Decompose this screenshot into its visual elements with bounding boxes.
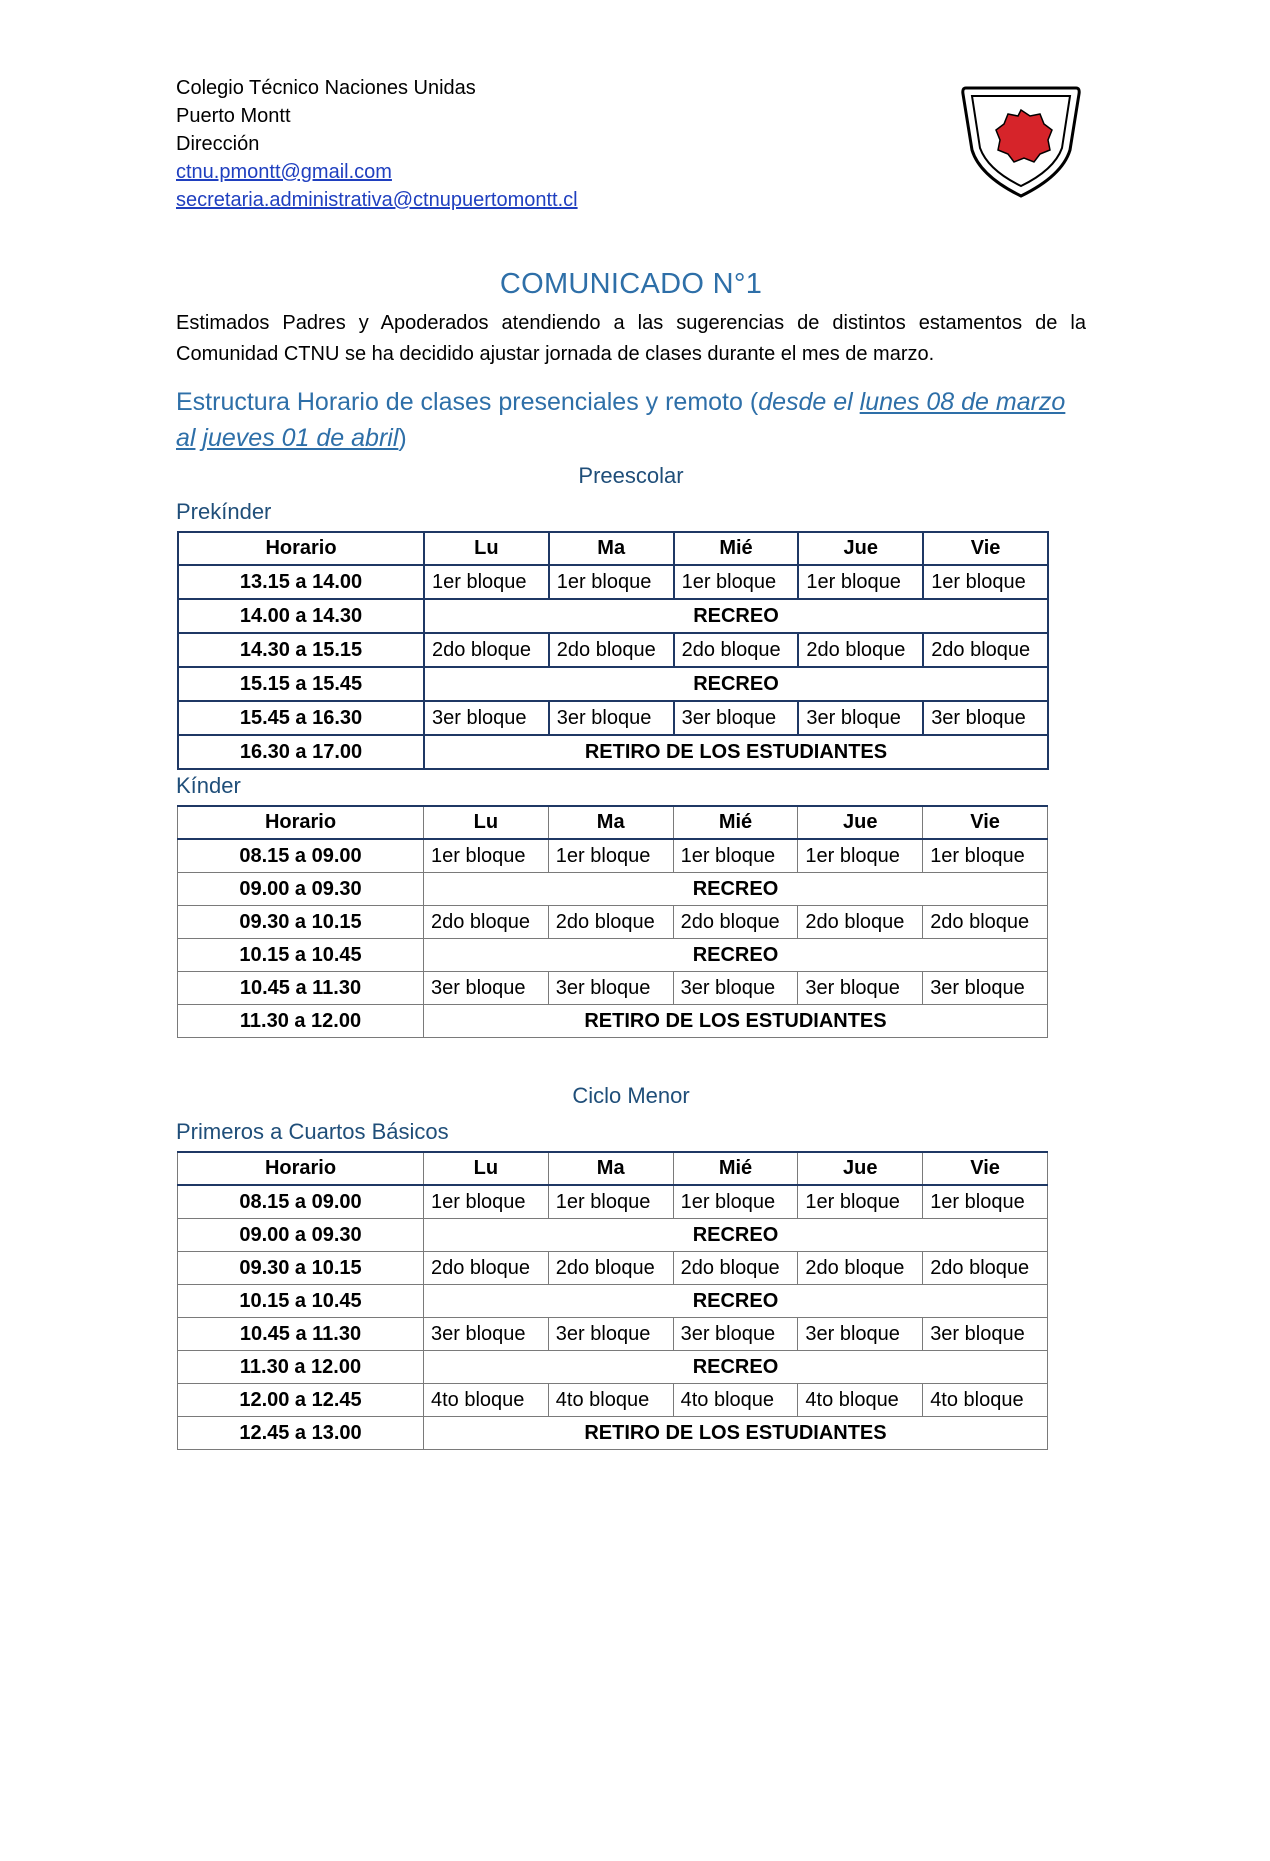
- table-row: [178, 1351, 1048, 1384]
- block-cell: 4to bloque: [424, 1384, 549, 1417]
- table-header-row: [178, 806, 1048, 839]
- schedule-heading-date-start: lunes 08 de marzo al: [176, 388, 1066, 452]
- column-header: Mié: [674, 532, 799, 565]
- schedule-heading-italic: desde el: [758, 388, 860, 416]
- section-title-preescolar: Preescolar: [578, 463, 684, 488]
- span-cell: RECREO: [424, 939, 1048, 972]
- time-slot: 15.15 a 15.45: [178, 667, 424, 701]
- block-cell: 3er bloque: [548, 1318, 673, 1351]
- block-cell: 1er bloque: [923, 839, 1048, 873]
- span-cell: RETIRO DE LOS ESTUDIANTES: [424, 1417, 1048, 1450]
- column-header: Lu: [424, 1152, 549, 1185]
- table-row: [178, 1384, 1048, 1417]
- table-row: [178, 1185, 1048, 1219]
- block-cell: 1er bloque: [548, 1185, 673, 1219]
- table-header-row: [178, 532, 1048, 565]
- block-cell: 1er bloque: [673, 839, 798, 873]
- block-cell: 2do bloque: [424, 1252, 549, 1285]
- column-header: Lu: [424, 806, 549, 839]
- table-header-row: [178, 1152, 1048, 1185]
- table-row: [178, 565, 1048, 599]
- table-row: [178, 667, 1048, 701]
- block-cell: 3er bloque: [923, 701, 1048, 735]
- block-cell: 1er bloque: [549, 565, 674, 599]
- table-row: [178, 839, 1048, 873]
- time-slot: 14.30 a 15.15: [178, 633, 424, 667]
- block-cell: 1er bloque: [424, 565, 549, 599]
- block-cell: 1er bloque: [673, 1185, 798, 1219]
- column-header: Ma: [548, 1152, 673, 1185]
- block-cell: 3er bloque: [798, 972, 923, 1005]
- column-header: Jue: [798, 1152, 923, 1185]
- block-cell: 2do bloque: [923, 1252, 1048, 1285]
- time-slot: 10.45 a 11.30: [178, 1318, 424, 1351]
- time-slot: 09.30 a 10.15: [178, 906, 424, 939]
- block-cell: 3er bloque: [798, 1318, 923, 1351]
- column-header: Vie: [923, 1152, 1048, 1185]
- column-header: Ma: [549, 532, 674, 565]
- block-cell: 1er bloque: [798, 839, 923, 873]
- email-link-gmail[interactable]: ctnu.pmontt@gmail.com: [176, 161, 392, 183]
- letterhead: [176, 74, 578, 214]
- section-title-ciclo-menor: Ciclo Menor: [572, 1083, 690, 1108]
- level-title-prekinder: Prekínder: [176, 499, 272, 524]
- time-slot: 10.45 a 11.30: [178, 972, 424, 1005]
- level-title-kinder: Kínder: [176, 773, 241, 798]
- time-slot: 09.00 a 09.30: [178, 873, 424, 906]
- document-title: COMUNICADO N°1: [499, 268, 763, 300]
- block-cell: 2do bloque: [673, 1252, 798, 1285]
- span-cell: RECREO: [424, 599, 1048, 633]
- intro-paragraph: Estimados Padres y Apoderados atendiendo a las sugerencias de distintos estamentos de la Comunidad CTNU se ha decidido ajustar jornada de clases durante el mes de marzo.: [176, 312, 1086, 365]
- block-cell: 3er bloque: [424, 701, 549, 735]
- table-row: [178, 972, 1048, 1005]
- column-header: Vie: [923, 532, 1048, 565]
- block-cell: 2do bloque: [549, 633, 674, 667]
- block-cell: 1er bloque: [798, 1185, 923, 1219]
- table-row: [178, 1252, 1048, 1285]
- time-slot: 13.15 a 14.00: [178, 565, 424, 599]
- block-cell: 3er bloque: [798, 701, 923, 735]
- time-slot: 12.45 a 13.00: [178, 1417, 424, 1450]
- block-cell: 2do bloque: [923, 633, 1048, 667]
- block-cell: 2do bloque: [798, 906, 923, 939]
- block-cell: 1er bloque: [424, 839, 549, 873]
- column-header: Horario: [178, 806, 424, 839]
- block-cell: 2do bloque: [798, 1252, 923, 1285]
- school-logo: [958, 78, 1084, 200]
- block-cell: 2do bloque: [548, 906, 673, 939]
- block-cell: 2do bloque: [923, 906, 1048, 939]
- schedule-heading: [176, 384, 1086, 456]
- time-slot: 11.30 a 12.00: [178, 1351, 424, 1384]
- schedule-table-basicos: [177, 1151, 1048, 1450]
- block-cell: 2do bloque: [673, 906, 798, 939]
- schedule-heading-date-end: jueves 01 de abril: [202, 424, 399, 452]
- span-cell: RETIRO DE LOS ESTUDIANTES: [424, 735, 1048, 769]
- block-cell: 3er bloque: [674, 701, 799, 735]
- column-header: Ma: [548, 806, 673, 839]
- block-cell: 3er bloque: [548, 972, 673, 1005]
- time-slot: 09.00 a 09.30: [178, 1219, 424, 1252]
- block-cell: 3er bloque: [923, 1318, 1048, 1351]
- block-cell: 3er bloque: [673, 1318, 798, 1351]
- table-row: [178, 939, 1048, 972]
- table-row: [178, 873, 1048, 906]
- block-cell: 4to bloque: [673, 1384, 798, 1417]
- block-cell: 2do bloque: [424, 906, 549, 939]
- column-header: Horario: [178, 532, 424, 565]
- time-slot: 09.30 a 10.15: [178, 1252, 424, 1285]
- block-cell: 2do bloque: [424, 633, 549, 667]
- block-cell: 2do bloque: [674, 633, 799, 667]
- block-cell: 2do bloque: [798, 633, 923, 667]
- block-cell: 3er bloque: [673, 972, 798, 1005]
- block-cell: 1er bloque: [674, 565, 799, 599]
- block-cell: 3er bloque: [424, 1318, 549, 1351]
- time-slot: 15.45 a 16.30: [178, 701, 424, 735]
- email-link-secretaria[interactable]: secretaria.administrativa@ctnupuertomontt.cl: [176, 189, 578, 211]
- level-title-basicos: Primeros a Cuartos Básicos: [176, 1119, 449, 1144]
- block-cell: 1er bloque: [798, 565, 923, 599]
- span-cell: RETIRO DE LOS ESTUDIANTES: [424, 1005, 1048, 1038]
- schedule-table-kinder: [177, 805, 1048, 1038]
- city: Puerto Montt: [176, 105, 291, 127]
- time-slot: 10.15 a 10.45: [178, 939, 424, 972]
- table-row: [178, 906, 1048, 939]
- time-slot: 08.15 a 09.00: [178, 1185, 424, 1219]
- table-row: [178, 599, 1048, 633]
- table-row: [178, 735, 1048, 769]
- time-slot: 16.30 a 17.00: [178, 735, 424, 769]
- column-header: Mié: [673, 806, 798, 839]
- block-cell: 4to bloque: [548, 1384, 673, 1417]
- block-cell: 1er bloque: [424, 1185, 549, 1219]
- table-row: [178, 1005, 1048, 1038]
- column-header: Jue: [798, 532, 923, 565]
- column-header: Jue: [798, 806, 923, 839]
- time-slot: 12.00 a 12.45: [178, 1384, 424, 1417]
- column-header: Mié: [673, 1152, 798, 1185]
- table-row: [178, 633, 1048, 667]
- block-cell: 1er bloque: [548, 839, 673, 873]
- schedule-heading-suffix: ): [398, 424, 407, 452]
- span-cell: RECREO: [424, 1285, 1048, 1318]
- table-row: [178, 1417, 1048, 1450]
- span-cell: RECREO: [424, 1219, 1048, 1252]
- column-header: Vie: [923, 806, 1048, 839]
- department: Dirección: [176, 133, 260, 155]
- block-cell: 3er bloque: [549, 701, 674, 735]
- schedule-table-prekinder: [177, 531, 1049, 770]
- block-cell: 4to bloque: [923, 1384, 1048, 1417]
- column-header: Horario: [178, 1152, 424, 1185]
- column-header: Lu: [424, 532, 549, 565]
- time-slot: 08.15 a 09.00: [178, 839, 424, 873]
- table-row: [178, 701, 1048, 735]
- table-row: [178, 1318, 1048, 1351]
- table-row: [178, 1285, 1048, 1318]
- block-cell: 3er bloque: [923, 972, 1048, 1005]
- span-cell: RECREO: [424, 1351, 1048, 1384]
- time-slot: 14.00 a 14.30: [178, 599, 424, 633]
- block-cell: 2do bloque: [548, 1252, 673, 1285]
- span-cell: RECREO: [424, 873, 1048, 906]
- school-name: Colegio Técnico Naciones Unidas: [176, 77, 476, 99]
- time-slot: 10.15 a 10.45: [178, 1285, 424, 1318]
- block-cell: 3er bloque: [424, 972, 549, 1005]
- block-cell: 1er bloque: [923, 1185, 1048, 1219]
- table-row: [178, 1219, 1048, 1252]
- block-cell: 1er bloque: [923, 565, 1048, 599]
- schedule-heading-prefix: Estructura Horario de clases presenciales y remoto (: [176, 388, 759, 416]
- block-cell: 4to bloque: [798, 1384, 923, 1417]
- time-slot: 11.30 a 12.00: [178, 1005, 424, 1038]
- span-cell: RECREO: [424, 667, 1048, 701]
